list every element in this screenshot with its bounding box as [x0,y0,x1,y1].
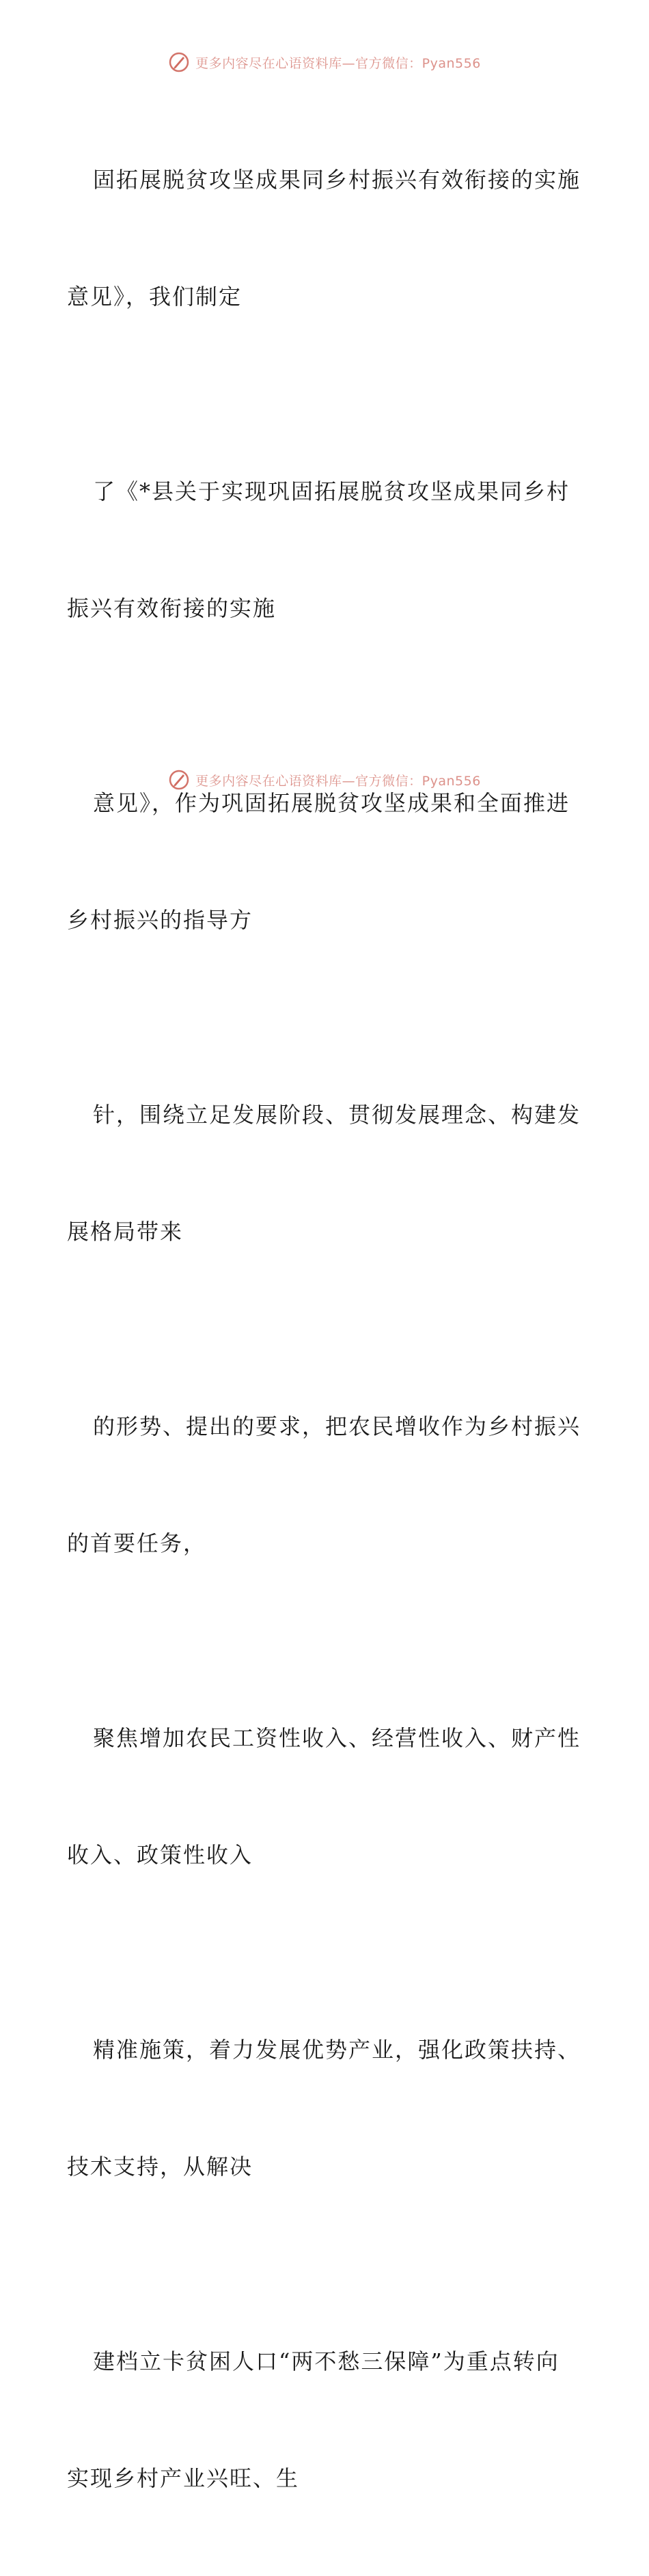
paragraph-continuation-line: 展格局带来 [67,1219,184,1245]
quill-seal-icon [168,769,190,791]
paragraph-continuation-line: 收入、政策性收入 [67,1842,253,1868]
footer-watermark [0,766,649,794]
paragraph [67,706,586,1018]
paragraph [67,1329,586,1641]
paragraph [67,1641,586,1953]
paragraph [67,1953,586,2264]
paragraph-continuation-line: 实现乡村产业兴旺、生 [67,2465,300,2491]
paragraph-first-line: 精准施策，着力发展优势产业，强化政策扶持、 [93,2037,581,2063]
paragraph-first-line: 意见》，作为巩固拓展脱贫攻坚成果和全面推进 [93,790,570,816]
paragraph-first-line: 针，围绕立足发展阶段、贯彻发展理念、构建发 [93,1102,581,1128]
paragraph [67,2264,586,2576]
paragraph-continuation-line: 振兴有效衔接的实施 [67,595,277,621]
paragraph-continuation-line: 乡村振兴的指导方 [67,907,253,933]
header-watermark [0,49,649,76]
watermark-text: 更多内容尽在心语资料库—官方微信：Pyan556 [195,55,481,71]
paragraph-first-line: 建档立卡贫困人口“两不愁三保障”为重点转向 [93,2348,560,2374]
quill-seal-icon [168,51,190,73]
document-body [67,83,586,2576]
paragraph-continuation-line: 意见》，我们制定 [67,284,243,310]
paragraph-first-line: 聚焦增加农民工资性收入、经营性收入、财产性 [93,1725,581,1751]
paragraph-first-line: 了《*县关于实现巩固拓展脱贫攻坚成果同乡村 [93,478,570,504]
paragraph [67,1018,586,1329]
paragraph-first-line: 的形势、提出的要求，把农民增收作为乡村振兴 [93,1413,581,1439]
paragraph-continuation-line: 的首要任务， [67,1530,207,1556]
paragraph [67,394,586,706]
paragraph [67,83,586,394]
paragraph-continuation-line: 技术支持，从解决 [67,2154,253,2180]
paragraph-first-line: 固拓展脱贫攻坚成果同乡村振兴有效衔接的实施 [93,167,581,193]
watermark-text: 更多内容尽在心语资料库—官方微信：Pyan556 [195,773,481,789]
